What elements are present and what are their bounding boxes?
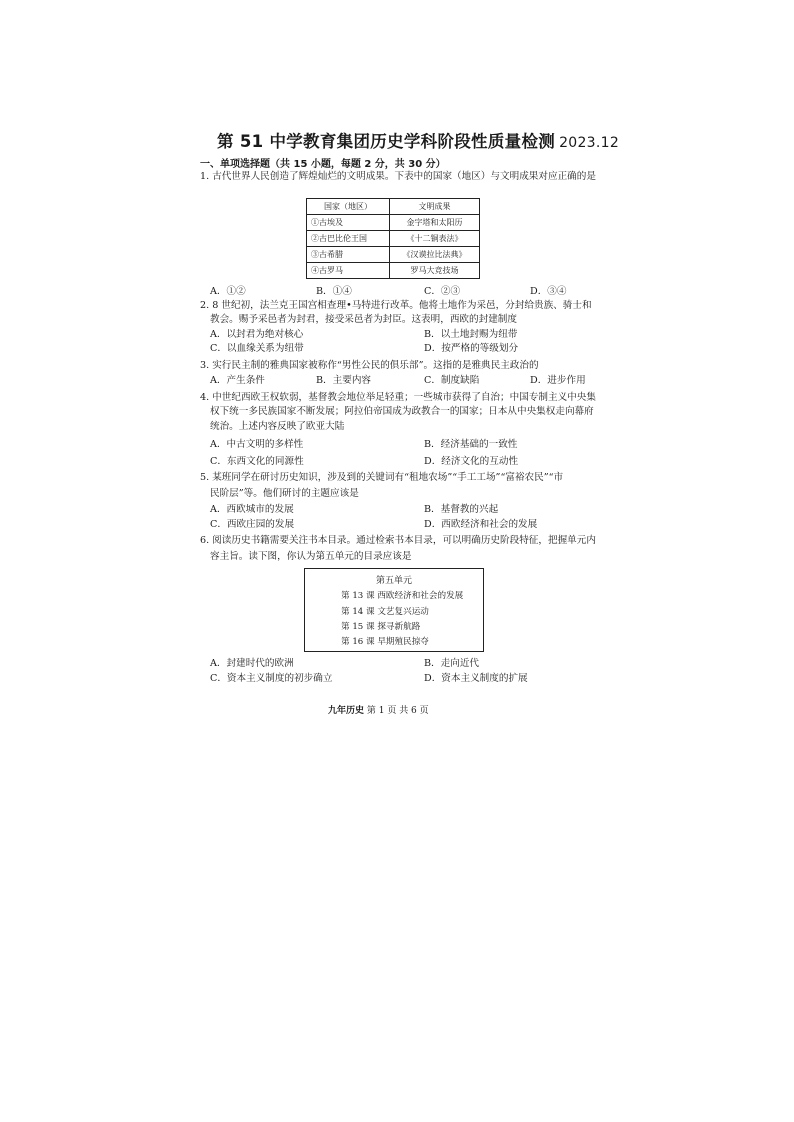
q6-option-b: B．走向近代 (424, 658, 480, 669)
q1-option-d: D．③④ (530, 286, 567, 297)
exam-title (217, 128, 619, 152)
unit-lesson-13: 第 13 课 西欧经济和社会的发展 (341, 591, 464, 601)
footer-page-info: 第 1 页 共 6 页 (366, 706, 429, 716)
q2-stem-line-1: 2. 8 世纪初，法兰克王国宫相查理•马特进行改革。他将土地作为采邑，分封给贵族、骑士和 (200, 300, 592, 311)
q4-stem-line-3: 统治。上述内容反映了欧亚大陆 (210, 421, 345, 432)
q4-stem-line-2: 权下统一多民族国家不断发展；阿拉伯帝国成为政教合一的国家；日本从中央集权走向幕府 (210, 406, 594, 417)
q5-option-a: A．西欧城市的发展 (210, 504, 294, 515)
civilization-table (306, 198, 480, 279)
table-row (307, 247, 480, 263)
q4-option-b: B．经济基础的一致性 (424, 439, 518, 450)
q6-stem-line-2: 容主旨。读下图，你认为第五单元的目录应该是 (210, 551, 412, 562)
q3-option-b: B．主要内容 (316, 375, 372, 386)
table-row (307, 231, 480, 247)
q5-stem-line-2: 民阶层”等。他们研讨的主题应该是 (210, 488, 359, 499)
exam-date: 2023.12 (559, 135, 620, 151)
q6-stem-line-1: 6. 阅读历史书籍需要关注书本目录。通过检索书本目录，可以明确历史阶段特征，把握单元内 (200, 535, 596, 546)
table-cell: 金字塔和太阳历 (390, 215, 480, 231)
footer-subject: 九年历史 (328, 706, 365, 716)
table-row (307, 215, 480, 231)
q2-option-a: A．以封君为绝对核心 (210, 329, 304, 340)
q6-option-a: A．封建时代的欧洲 (210, 658, 294, 669)
table-cell: ①古埃及 (307, 215, 390, 231)
q1-option-a: A．①② (210, 286, 246, 297)
unit-lesson-14: 第 14 课 文艺复兴运动 (341, 607, 429, 617)
table-header-row (307, 199, 480, 215)
table-cell: ③古希腊 (307, 247, 390, 263)
unit-lesson-16: 第 16 课 早期殖民掠夺 (341, 637, 429, 647)
table-cell: ④古罗马 (307, 263, 390, 279)
section-heading: 一、单项选择题（共 15 小题，每题 2 分，共 30 分） (200, 159, 446, 170)
page-footer (328, 703, 429, 716)
exam-title-text: 第 51 中学教育集团历史学科阶段性质量检测 (217, 132, 556, 151)
q4-option-c: C．东西文化的同源性 (210, 456, 304, 467)
table-cell: 罗马大竞技场 (390, 263, 480, 279)
q1-option-c: C．②③ (424, 286, 461, 297)
q3-option-a: A．产生条件 (210, 375, 265, 386)
q6-option-d: D．资本主义制度的扩展 (424, 673, 528, 684)
q2-option-c: C．以血缘关系为纽带 (210, 343, 304, 354)
q4-option-a: A．中古文明的多样性 (210, 439, 304, 450)
q5-option-d: D．西欧经济和社会的发展 (424, 519, 538, 530)
unit-title: 第五单元 (375, 576, 412, 586)
q1-stem: 1. 古代世界人民创造了辉煌灿烂的文明成果。下表中的国家（地区）与文明成果对应正确的是 (200, 171, 596, 182)
q1-option-b: B．①④ (316, 286, 352, 297)
unit-contents-box (304, 568, 484, 652)
q3-option-d: D．进步作用 (530, 375, 586, 386)
unit-lesson-15: 第 15 课 探寻新航路 (341, 622, 421, 632)
table-header-cell: 文明成果 (390, 199, 480, 215)
q2-option-b: B．以土地封赐为纽带 (424, 329, 518, 340)
q3-option-c: C．制度缺陷 (424, 375, 480, 386)
table-cell: 《汉谟拉比法典》 (390, 247, 480, 263)
q5-option-b: B．基督教的兴起 (424, 504, 499, 515)
table-header-cell: 国家（地区） (307, 199, 390, 215)
table-cell: ②古巴比伦王国 (307, 231, 390, 247)
q6-option-c: C．资本主义制度的初步确立 (210, 673, 333, 684)
q5-option-c: C．西欧庄园的发展 (210, 519, 295, 530)
q3-stem: 3. 实行民主制的雅典国家被称作“男性公民的俱乐部”。这指的是雅典民主政治的 (200, 360, 539, 371)
q2-stem-line-2: 教会。赐予采邑者为封君，接受采邑者为封臣。这表明，西欧的封建制度 (210, 314, 517, 325)
q4-stem-line-1: 4. 中世纪西欧王权软弱，基督教会地位举足轻重；一些城市获得了自治；中国专制主义中央集 (200, 392, 596, 403)
table-row (307, 263, 480, 279)
q2-option-d: D．按严格的等级划分 (424, 343, 519, 354)
q4-option-d: D．经济文化的互动性 (424, 456, 519, 467)
table-cell: 《十二铜表法》 (390, 231, 480, 247)
q5-stem-line-1: 5. 某班同学在研讨历史知识，涉及到的关键词有“租地农场”“手工工场”“富裕农民”“市 (200, 472, 564, 483)
